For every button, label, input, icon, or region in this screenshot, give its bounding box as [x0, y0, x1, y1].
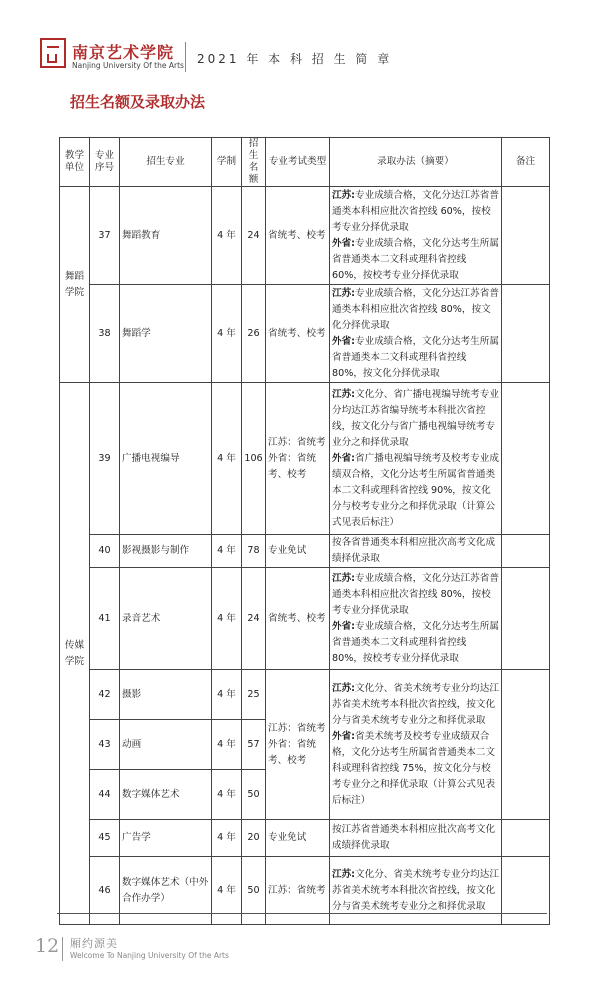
row-major: 录音艺术 [120, 568, 212, 670]
method-text: 专业成绩合格，文化分达江苏省普通类本科相应批次省控线 60%，按校考专业分择优录取 [332, 189, 499, 233]
row-seq: 43 [90, 720, 120, 770]
method-label: 江苏: [332, 189, 356, 201]
method-label: 江苏: [332, 682, 356, 694]
table-header-row [60, 138, 550, 187]
row-major: 广告学 [120, 820, 212, 857]
row-duration: 4 年 [212, 535, 242, 568]
row-quota: 26 [242, 285, 266, 383]
group-note [502, 670, 550, 820]
method-text: 省美术统考及校考专业成绩双合格，文化分达考生所属省普通类本二文科或理科省控线 75%，按文化分与校考专业分之和择优录取（计算公式见表后标注） [332, 730, 496, 806]
method-label: 江苏: [332, 868, 356, 880]
table-row [60, 820, 550, 857]
header-seq: 专业序号 [90, 138, 120, 187]
method-text: 专业成绩合格，文化分达江苏省普通类本科相应批次省控线 80%，按校考专业分择优录取 [332, 572, 499, 616]
header-exam-type: 专业考试类型 [266, 138, 330, 187]
header-major: 招生专业 [120, 138, 212, 187]
row-seq: 41 [90, 568, 120, 670]
row-method: 按各省普通类本科相应批次高考文化成绩择优录取 [330, 535, 502, 568]
method-label: 外省: [332, 452, 356, 464]
row-duration: 4 年 [212, 285, 242, 383]
row-duration: 4 年 [212, 187, 242, 285]
row-quota: 20 [242, 820, 266, 857]
row-seq: 38 [90, 285, 120, 383]
footer-separator [62, 937, 63, 961]
row-seq: 45 [90, 820, 120, 857]
dept-dance: 舞蹈学院 [60, 187, 90, 383]
footer-chinese-slogan: 厢约源美 [70, 937, 118, 950]
section-title: 招生名额及录取办法 [70, 93, 206, 111]
header-dept: 教学单位 [60, 138, 90, 187]
row-exam-type: 省统考、校考 [266, 568, 330, 670]
row-quota: 106 [242, 383, 266, 535]
row-note [502, 285, 550, 383]
admission-table [59, 137, 550, 925]
page-header [0, 0, 600, 90]
row-method [330, 568, 502, 670]
brochure-title: 2021 年 本 科 招 生 简 章 [197, 52, 393, 66]
row-method: 按江苏省普通类本科相应批次高考文化成绩择优录取 [330, 820, 502, 857]
method-label: 外省: [332, 730, 356, 742]
row-exam-type: 江苏：省统考 [266, 857, 330, 925]
method-text: 专业成绩合格，文化分达考生所属省普通类本二文科或理科省控线 80%，按校考专业分择优录取 [332, 620, 499, 664]
row-seq: 44 [90, 770, 120, 820]
row-note [502, 568, 550, 670]
row-seq: 40 [90, 535, 120, 568]
header-duration: 学制 [212, 138, 242, 187]
method-label: 外省: [332, 620, 356, 632]
row-quota: 24 [242, 568, 266, 670]
table-row [60, 187, 550, 285]
footer-english-slogan: Welcome To Nanjing University Of the Arts [70, 951, 229, 960]
logo-english-name: Nanjing University Of the Arts [72, 61, 184, 70]
row-note [502, 383, 550, 535]
row-major: 舞蹈教育 [120, 187, 212, 285]
dept-media: 传媒学院 [60, 383, 90, 925]
row-duration: 4 年 [212, 670, 242, 720]
row-seq: 37 [90, 187, 120, 285]
header-note: 备注 [502, 138, 550, 187]
method-label: 外省: [332, 237, 356, 249]
group-exam-type: 江苏：省统考外省：省统考、校考 [266, 670, 330, 820]
row-exam-type: 省统考、校考 [266, 187, 330, 285]
row-exam-type: 专业免试 [266, 820, 330, 857]
table-row [60, 857, 550, 925]
method-text: 专业成绩合格，文化分达考生所属省普通类本二文科或理科省控线 80%，按文化分择优录取 [332, 335, 499, 379]
row-duration: 4 年 [212, 770, 242, 820]
row-major: 影视摄影与制作 [120, 535, 212, 568]
row-major: 动画 [120, 720, 212, 770]
header-admission-method: 录取办法（摘要） [330, 138, 502, 187]
header-quota: 招生名额 [242, 138, 266, 187]
row-quota: 78 [242, 535, 266, 568]
row-quota: 25 [242, 670, 266, 720]
table-row [60, 568, 550, 670]
row-quota: 50 [242, 857, 266, 925]
row-major: 舞蹈学 [120, 285, 212, 383]
method-label: 江苏: [332, 287, 356, 299]
row-major: 数字媒体艺术 [120, 770, 212, 820]
row-method [330, 285, 502, 383]
row-seq: 39 [90, 383, 120, 535]
page-number: 12 [35, 935, 60, 957]
row-quota: 24 [242, 187, 266, 285]
row-major: 广播电视编导 [120, 383, 212, 535]
row-method [330, 383, 502, 535]
table-row [60, 535, 550, 568]
method-text: 专业成绩合格，文化分达江苏省普通类本科相应批次省控线 80%，按文化分择优录取 [332, 287, 499, 331]
method-label: 江苏: [332, 572, 356, 584]
row-duration: 4 年 [212, 720, 242, 770]
row-duration: 4 年 [212, 568, 242, 670]
method-text: 文化分、省美术统考专业分均达江苏省美术统考本科批次省控线，按文化分与省美术统考专业分之和择优录取 [332, 682, 499, 726]
row-seq: 46 [90, 857, 120, 925]
row-note [502, 187, 550, 285]
row-major: 数字媒体艺术（中外合作办学） [120, 857, 212, 925]
table-row [60, 285, 550, 383]
row-seq: 42 [90, 670, 120, 720]
method-text: 专业成绩合格，文化分达考生所属省普通类本二文科或理科省控线 60%，按校考专业分择优录取 [332, 237, 499, 281]
logo-chinese-name: 南京艺术学院 [72, 43, 175, 62]
group-method [330, 670, 502, 820]
table-row [60, 383, 550, 535]
method-text: 省广播电视编导统考及校考专业成绩双合格，文化分达考生所属省普通类本二文科或理科省控线 90%，按文化分与校考专业分之和择优录取（计算公式见表后标注） [332, 452, 499, 528]
method-text: 文化分、省广播电视编导统考专业分均达江苏省编导统考本科批次省控线，按文化分与省广播电视编导统考专业分之和择优录取 [332, 388, 499, 448]
header-divider [185, 42, 186, 72]
row-note [502, 535, 550, 568]
method-label: 外省: [332, 335, 356, 347]
row-method [330, 857, 502, 925]
row-major: 摄影 [120, 670, 212, 720]
row-note [502, 820, 550, 857]
row-note [502, 857, 550, 925]
university-seal-logo [40, 38, 66, 68]
table-row [60, 670, 550, 720]
row-duration: 4 年 [212, 383, 242, 535]
row-quota: 50 [242, 770, 266, 820]
method-label: 江苏: [332, 388, 356, 400]
row-method [330, 187, 502, 285]
row-exam-type: 省统考、校考 [266, 285, 330, 383]
footer-divider [57, 913, 547, 914]
row-exam-type: 专业免试 [266, 535, 330, 568]
row-quota: 57 [242, 720, 266, 770]
row-exam-type: 江苏：省统考外省：省统考、校考 [266, 383, 330, 535]
row-duration: 4 年 [212, 820, 242, 857]
row-duration: 4 年 [212, 857, 242, 925]
method-text: 文化分、省美术统考专业分均达江苏省美术统考本科批次省控线，按文化分与省美术统考专业分之和择优录取 [332, 868, 499, 912]
